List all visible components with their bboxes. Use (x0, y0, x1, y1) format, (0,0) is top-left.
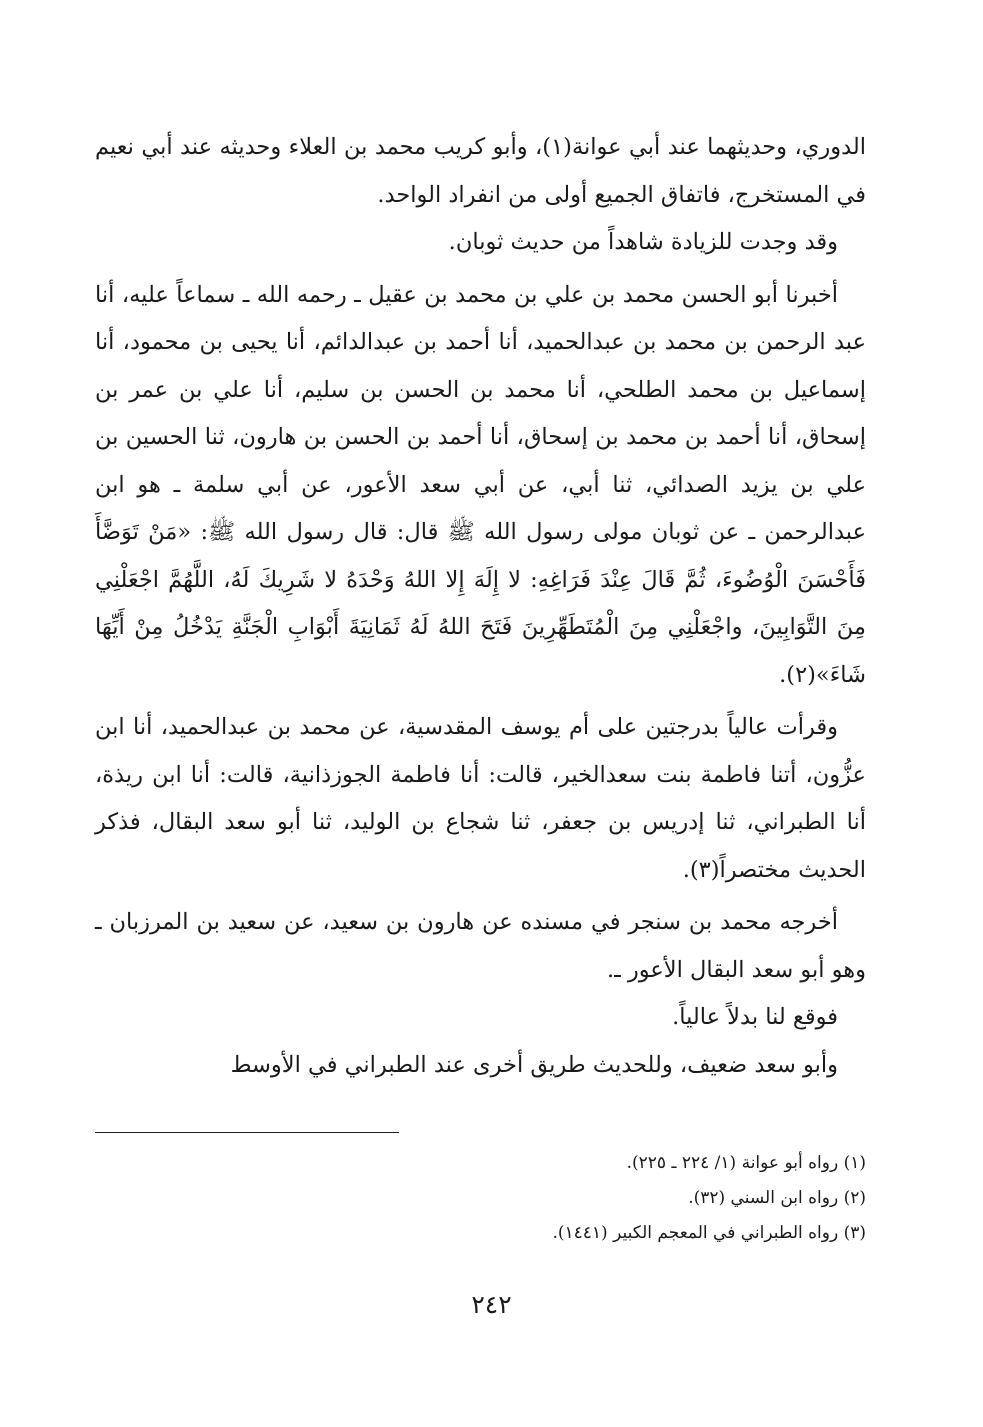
page-number: ٢٤٢ (471, 1290, 512, 1319)
paragraph-5: أخرجه محمد بن سنجر في مسنده عن هارون بن سعيد، عن سعيد بن المرزبان ـ وهو أبو سعد البقال الأعور ـ. (95, 909, 866, 983)
paragraph-2: وقد وجدت للزيادة شاهداً من حديث ثوبان. (448, 229, 838, 255)
footnote-1: (١) رواه أبو عوانة (١/ ٢٢٤ ـ ٢٢٥). (626, 1153, 866, 1173)
paragraph-3: أخبرنا أبو الحسن محمد بن علي بن محمد بن عقيل ـ رحمه الله ـ سماعاً عليه، أنا عبد الرحمن بن محمد بن عبدالحميد، أنا أحمد بن عبدالدائم، أنا يحيى بن محمود، أنا إسماعيل بن محمد الطلحي، أنا محمد بن الحسن بن سليم، أنا علي بن عمر بن إسحاق، أنا أحمد بن محمد بن إسحاق، أنا أحمد بن الحسن بن هارون، ثنا الحسين بن علي بن يزيد الصدائي، ثنا أبي، عن أبي سعد الأعور، عن أبي سلمة ـ هو ابن عبدالرحمن ـ عن ثوبان مولى رسول الله ﷺ قال: قال رسول الله ﷺ: «مَنْ تَوَضَّأَ فَأَحْسَنَ الْوُضُوءَ، ثُمَّ قَالَ عِنْدَ فَرَاغِهِ: لا إِلَهَ إِلا اللهُ وَحْدَهُ لا شَرِيكَ لَهُ، اللَّهُمَّ اجْعَلْنِي مِنَ التَّوَابِينَ، واجْعَلْنِي مِنَ الْمُتَطَهِّرِينَ فَتَحَ اللهُ لَهُ ثَمَانِيَةَ أَبْوَابِ الْجَنَّةِ يَدْخُلُ مِنْ أَيِّهَا شَاءَ»(٢). (95, 281, 867, 688)
paragraph-1: الدوري، وحديثهما عند أبي عوانة(١)، وأبو كريب محمد بن العلاء وحديثه عند أبي نعيم في المستخرج، فاتفاق الجميع أولى من انفراد الواحد. (95, 134, 867, 208)
footnote-3: (٣) رواه الطبراني في المعجم الكبير (١٤٤١). (552, 1223, 866, 1243)
paragraph-7: وأبو سعد ضعيف، وللحديث طريق أخرى عند الطبراني في الأوسط (230, 1051, 838, 1078)
footnote-list (95, 1146, 866, 1251)
main-text (95, 124, 866, 1089)
paragraph-6: فوقع لنا بدلاً عالياً. (672, 1004, 838, 1030)
footnote-divider (95, 1132, 399, 1133)
paragraph-4: وقرأت عالياً بدرجتين على أم يوسف المقدسية، عن محمد بن عبدالحميد، أنا ابن عزُّون، أتنا فاطمة بنت سعدالخير، قالت: أنا فاطمة الجوزذانية، قالت: أنا ابن ريذة، أنا الطبراني، ثنا إدريس بن جعفر، ثنا شجاع بن الوليد، ثنا أبو سعد البقال، فذكر الحديث مختصراً(٣). (95, 714, 866, 883)
footnote-2: (٢) رواه ابن السني (٣٢). (688, 1188, 866, 1208)
